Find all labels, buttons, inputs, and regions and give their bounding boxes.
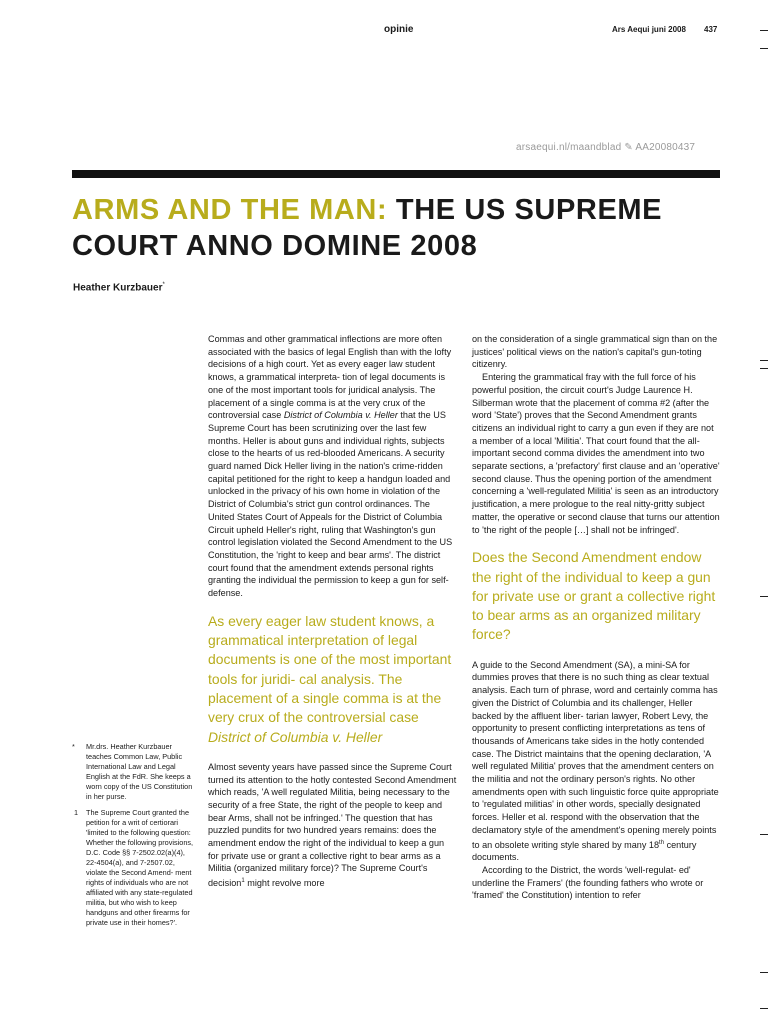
text-run: As every eager law student knows, a grammatical interpretation of legal documents is one of the most important tools for juridi- cal analysis. The placement of a single comma is at the very crux of the controversial case xyxy=(208,612,452,726)
running-header-section: opinie xyxy=(384,24,414,35)
author-footnote-mark: * xyxy=(162,282,165,288)
pull-quote xyxy=(208,612,457,747)
case-name: District of Columbia v. Heller xyxy=(283,410,398,421)
crop-mark xyxy=(760,834,768,835)
case-name: District of Columbia v. Heller xyxy=(208,728,383,745)
crop-mark xyxy=(760,360,768,361)
column-1 xyxy=(208,333,457,890)
paragraph: on the consideration of a single grammatical sign than on the justices' political views on the nation's capital's gun-toting citizenry. xyxy=(472,334,718,370)
text-run: A guide to the Second Amendment (SA), a mini-SA for dummies proves that there is no such thing as clear textual analysis. Each turn of phrase, word and certainly comma has given the District of Columbia and its challenger, Heller backed by the affluent liber- tarian lawyer, Robert Levy, the opportunity to present conflicting interpretations as tens of thousands of Americans take sides in the hotly contended case. The District maintains that the opening declaration, 'A well regulated Militia' proves that the amendment centers on the militia and not the ordinary person's rights. No other amendments open with such linguistic force quite appropriate to 'regulated militias' in other words, specially designated forces. Heller et al. respond with the observation that the declamatory style of the amendment's opening merely points to an obsolete writing style shared by many 18 xyxy=(472,659,719,850)
title-main: THE US SUPREME COURT ANNO DOMINE 2008 xyxy=(72,194,663,262)
title-accent: ARMS AND THE MAN: xyxy=(72,194,388,226)
crop-mark xyxy=(760,30,768,31)
paragraph xyxy=(208,333,457,600)
superscript: th xyxy=(659,839,665,846)
author-name: Heather Kurzbauer xyxy=(73,282,163,294)
text-run: might revolve more xyxy=(244,878,325,889)
footnote-author xyxy=(74,742,194,802)
web-link[interactable]: arsaequi.nl/maandblad ✎ AA20080437 xyxy=(516,142,696,153)
column-2 xyxy=(472,333,721,902)
crop-mark xyxy=(760,596,768,597)
crop-mark xyxy=(760,48,768,49)
running-header-journal: Ars Aequi juni 2008 xyxy=(612,25,686,34)
text-run: Commas and other grammatical inflections are more often associated with the basics of legal English than with the lofty decisions of a high court. Yet as every eager law student knows, a grammatical interpreta- tion of legal documents is one of the most important tools for juridical analysis. The placement of a single comma is at the very crux of the controversial case xyxy=(208,334,452,421)
paragraph: According to the District, the words 'well-regulat- ed' underline the Framers' (the founding fathers who wrote or 'framed' the Constitution) intention to refer xyxy=(472,865,704,901)
author-byline xyxy=(73,282,165,293)
crop-mark xyxy=(760,972,768,973)
footnote-ref: 1 xyxy=(241,878,245,885)
text-run: century documents. xyxy=(472,839,697,863)
paragraph xyxy=(208,761,457,890)
text-run: Almost seventy years have passed since the Supreme Court turned its attention to the hotly contested Second Amendment which reads, 'A well regulated Militia, being necessary to the security of a free State, the right of the people to keep and bear Arms, shall not be infringed.' The question that has puzzled pundits for two hundred years remains: does the amendment endow the right of the individual to keep a gun for private use or grant a collective right to bear arms as a Militia (organized military force)? The Supreme Court's decision xyxy=(208,761,457,889)
crop-mark xyxy=(760,368,768,369)
pull-quote: Does the Second Amendment endow the right of the individual to keep a gun for private use or grant a collective right to bear arms as an organized military force? xyxy=(472,549,716,643)
page-number: 437 xyxy=(704,25,718,34)
text-run: that the US Supreme Court has been scrutinizing over the last few months. Heller is about guns and individual rights, subjects close to the hearts of us red-blooded Americans. A security guard named Dick Heller living in the nation's crime-ridden capital petitioned for the right to keep a handgun loaded and unlocked in the privacy of his own home in violation of the District of Columbia's strict gun control ordinances. The United States Court of Appeals for the District of Columbia Circuit upheld Heller's right, ruling that Washington's gun control legislation violated the Second Amendment to the US Constitution, the 'right to keep and bear arms'. The district court found that the amendment extends personal rights granting the individual the permission to keep a gun for self-defense. xyxy=(208,410,453,599)
footnote-mark: 1 xyxy=(74,808,79,817)
footnote-mark: * xyxy=(72,742,75,751)
crop-mark xyxy=(760,1008,768,1009)
footnote-text: Mr.drs. Heather Kurzbauer teaches Common Law, Public International Law and Legal English at the FdR. She keeps a worn copy of the US Constitution in her purse. xyxy=(86,742,193,801)
footnote-1 xyxy=(74,808,194,928)
paragraph: Entering the grammatical fray with the full force of his powerful position, the circuit court's Judge Laurence H. Silberman wrote that the placement of comma #2 (after the word 'State') proves that the Second Amendment grants citizens an individual right to carry a gun even if they are not a member of a local 'Militia'. That court found that the all-important second comma divides the amendment into two separate sections, a 'prefactory' first clause and an 'operative' second clause. Thus the opening portion of the amendment concerning a 'well-regulated Militia' is seen as an introductory justification, a mere prologue to the real nitty-gritty subject matter, the operative or second clause that turns our attention to 'the right of the people […] shall not be infringed'. xyxy=(472,372,720,535)
footnote-text: The Supreme Court granted the petition for a writ of certiorari 'limited to the following question: Whether the following provisions, D.C. Code §§ 7-2502.02(a)(4), 22-4504(a), and 7-2507.02, violate the Second Amend- ment rights of individuals who are not affiliated with any state-regulated militia, but who wish to keep handguns and other firearms for private use in their homes?'. xyxy=(86,808,194,927)
title-rule xyxy=(72,170,720,178)
article-title xyxy=(72,192,712,264)
paragraph xyxy=(472,659,721,864)
